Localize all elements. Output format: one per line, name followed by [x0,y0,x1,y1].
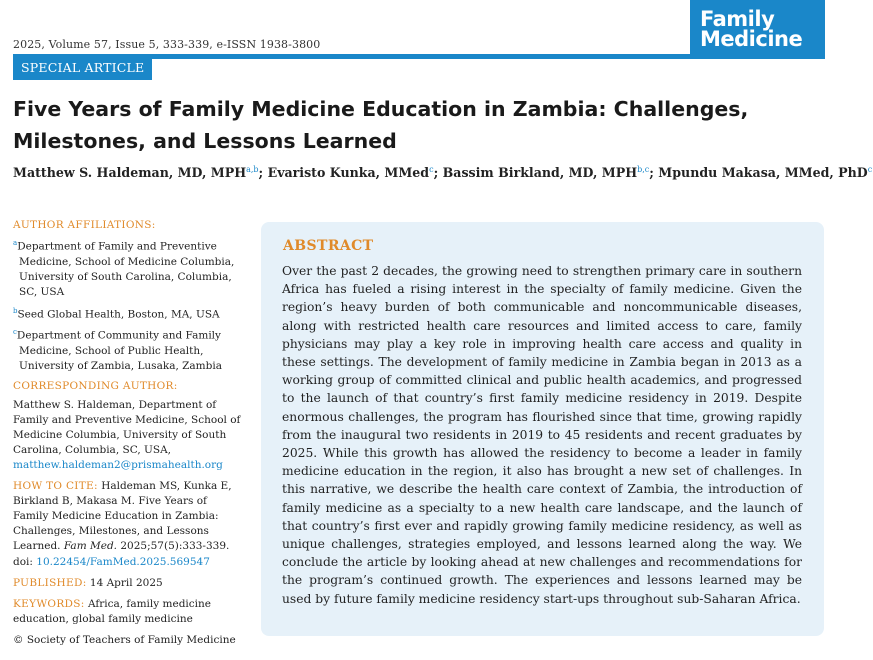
author-affiliation-marker: c [429,165,434,174]
article-sidebar [13,218,245,649]
published-block [13,576,245,591]
corresponding-email-link[interactable]: matthew.haldeman2@prismahealth.org [13,459,223,472]
author-name: Mpundu Makasa, MMed, PhD [658,165,868,181]
abstract-panel [261,222,824,636]
corresponding-author-block: Matthew S. Haldeman, Department of Family and Preventive Medicine, School of Medicine Columbia, University of South Carolina, Columbia, SC, USA, matthew.haldeman2@prismahealth.org [13,398,241,472]
author-affiliation-marker: a,b [246,165,259,174]
article-type-badge: SPECIAL ARTICLE [13,57,152,80]
author-affiliation-marker: c [867,165,873,174]
abstract-body: Over the past 2 decades, the growing need to strengthen primary care in southern Africa has fueled a rising interest in the specialty of family medicine. Given the region’s heavy burden of both communicable and noncommunicable diseases, along with restricted health care resources and limited access to care, family physicians may play a key role in improving health care access and quality in these settings. The development of family medicine in Zambia began in 2013 as a working group of committed clinical and public health academics, and progressed to the launch of that country’s first family medicine residency in 2019. Despite enormous challenges, the program has flourished since that time, growing rapidly from the inaugural two residents in 2019 to 45 residents and recent graduates by 2025. While this growth has allowed the residency to become a leader in family medicine education in the region, it also has brought a new set of challenges. In this narrative, we describe the health care context of Zambia, the introduction of family medicine as a specialty to a new health care landscape, and the launch of that country’s first ever and rapidly growing family medicine residency, as well as unique challenges, strategies employed, and lessons learned along the way. We conclude the article by looking ahead at new challenges and recommendations for the program’s continued growth. The experiences and lessons learned may be used by future family medicine residency start-ups throughout sub-Saharan Africa. [282,264,802,606]
copyright-notice: © Society of Teachers of Family Medicine [13,634,236,647]
author-affiliation-marker: b,c [637,165,650,174]
affiliation-item: $^a$Department of Family and Preventive Medicine, School of Medicine Columbia, University of South Carolina, Columbia, SC, USA [13,239,235,299]
published-heading: PUBLISHED: [13,576,87,589]
author-name: Evaristo Kunka, MMed [267,165,430,181]
keywords-block [13,597,245,627]
affiliations-heading: AUTHOR AFFILIATIONS: [13,219,156,231]
author-name: Matthew S. Haldeman, MD, MPH [13,165,247,181]
keywords-heading: KEYWORDS: [13,597,85,610]
author-name: Bassim Birkland, MD, MPH [442,165,638,181]
logo-word-family: Family [700,7,775,31]
logo-word-medicine: Medicine [700,27,803,51]
journal-citation-line: 2025, Volume 57, Issue 5, 333-339, e-ISSN 1938-3800 [13,38,321,51]
how-to-cite-block: HOW TO CITE: Haldeman MS, Kunka E, Birkland B, Makasa M. Five Years of Family Medicine Education in Zambia: Challenges, Milestones, and Lessons Learned. Fam Med. 2025;57(5):333-339. doi: 10.22454/FamMed.2025.569547 [13,479,232,568]
affiliation-item: $^b$Seed Global Health, Boston, MA, USA [13,306,220,321]
article-title: Five Years of Family Medicine Education in Zambia: Challenges, Milestones, and Lessons Learned [13,97,749,153]
corresponding-author-heading: CORRESPONDING AUTHOR: [13,380,178,393]
journal-logo[interactable] [690,0,825,59]
author-list: Matthew S. Haldeman, MD, MPH$^{a,b}$; Evaristo Kunka, MMed$^c$; Bassim Birkland, MD, MPH$^{b,c}$; Mpundu Makasa, MMed, PhD$^c$ [13,165,873,181]
doi-link[interactable]: 10.22454/FamMed.2025.569547 [36,555,210,568]
affiliation-item: $^c$Department of Community and Family Medicine, School of Public Health, University of Zambia, Lusaka, Zambia [13,328,222,373]
abstract-heading: ABSTRACT [283,238,374,254]
published-date: 14 April 2025 [89,576,163,589]
keywords-list: Africa, family medicine education, global family medicine [13,597,211,626]
how-to-cite-heading: HOW TO CITE: [13,479,98,492]
